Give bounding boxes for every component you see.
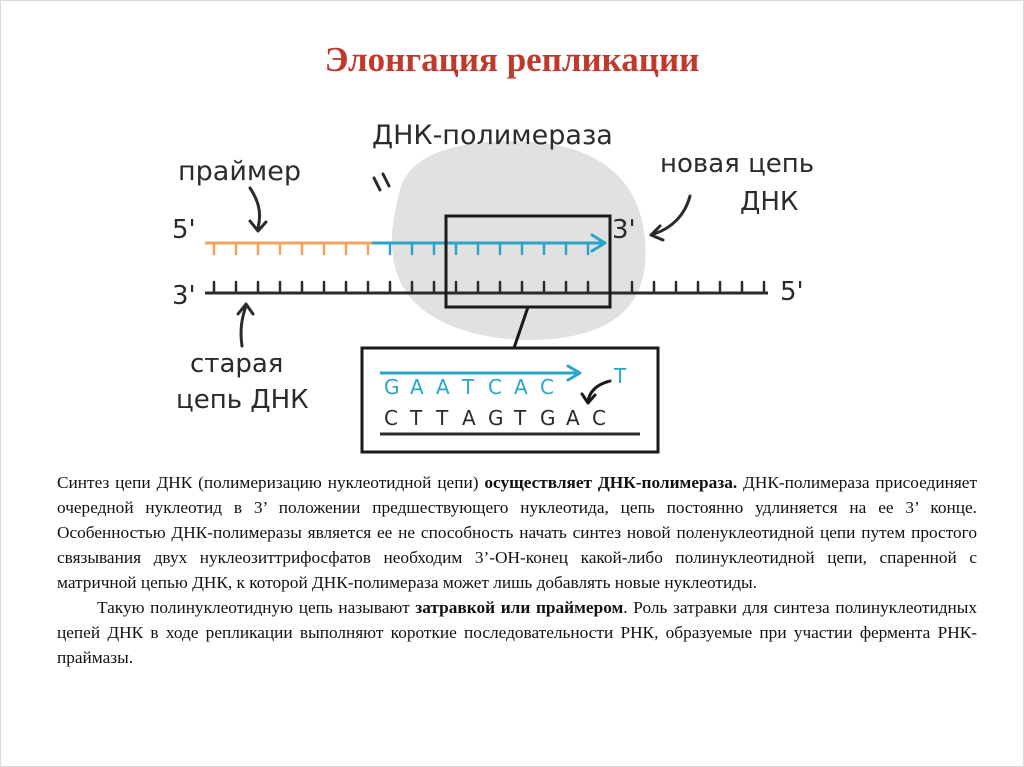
inset-top-nucleotide-6: A: [514, 375, 528, 399]
inset-bottom-nucleotide-7: G: [540, 406, 556, 430]
polymerase-tick-marks: [374, 174, 389, 190]
p2-text-start: Такую полинуклеотидную цепь называют: [97, 598, 416, 617]
top-left-end-label: 5': [172, 215, 196, 245]
inset-top-nucleotide-2: A: [410, 375, 424, 399]
p1-text-start: Синтез цепи ДНК (полимеризацию нуклеотидной цепи): [57, 473, 485, 492]
paragraph-2: [57, 595, 977, 670]
p2-bold: затравкой или праймером: [415, 598, 624, 617]
old-strand-label-line1: старая: [190, 349, 284, 379]
inset-bottom-nucleotide-5: G: [488, 406, 504, 430]
inset-bottom-nucleotide-1: C: [384, 406, 398, 430]
new-strand-label-line1: новая цепь: [660, 149, 815, 179]
bottom-right-end-label: 5': [780, 277, 804, 307]
inset-top-nucleotide-3: A: [436, 375, 450, 399]
new-strand-label-line2: ДНК: [740, 187, 799, 217]
inset-bottom-nucleotide-9: C: [592, 406, 606, 430]
inset-top-nucleotide-4: T: [462, 375, 475, 399]
inset-top-nucleotide-1: G: [384, 375, 400, 399]
primer-ticks: [214, 243, 368, 254]
inset-bottom-nucleotide-3: T: [436, 406, 449, 430]
inset-top-nucleotide-7: C: [540, 375, 554, 399]
inset-bottom-nucleotide-2: T: [410, 406, 423, 430]
old-strand-pointer-arrow: [241, 306, 246, 346]
inset-incoming-nucleotide: T: [614, 364, 627, 388]
p1-text-end: ДНК-полимераза присоединяет очередной нуклеотид в 3’ положении предшествующего нуклеотида, цепь постоянно удлиняется на ее 3’ конце. Особенностью ДНК-полимеразы является ее не способность начать синтез новой поленуклеотидной цепи путем простого связывания двух нуклеозиттрифосфатов необходим 3’-ОН-конец какой-либо полинуклеотидной цепи, спаренной с матричной цепью ДНК, к которой ДНК-полимераза может лишь добавлять новые нуклеотиды.: [57, 473, 977, 592]
bottom-left-end-label: 3': [172, 281, 196, 311]
body-text: [57, 470, 977, 670]
dna-polymerase-label: ДНК-полимераза: [372, 120, 613, 151]
inset-bottom-nucleotide-8: A: [566, 406, 580, 430]
paragraph-1: [57, 470, 977, 595]
old-strand-label-line2: цепь ДНК: [176, 385, 309, 415]
dna-polymerase-blob: [392, 141, 646, 340]
inset-bottom-nucleotide-6: T: [514, 406, 527, 430]
p2-text-end: . Роль затравки для синтеза полинуклеотидных цепей ДНК в ходе репликации выполняют короткие последовательности РНК, образуемые при участии фермента РНК-праймазы.: [57, 598, 977, 667]
inset-bottom-nucleotide-4: A: [462, 406, 476, 430]
inset-top-nucleotide-5: C: [488, 375, 502, 399]
p1-bold: осуществляет ДНК-полимераза.: [484, 473, 738, 492]
slide-title: Элонгация репликации: [324, 40, 700, 79]
primer-label: праймер: [178, 156, 302, 187]
inset-bottom-sequence: [384, 406, 606, 430]
top-right-end-label: 3': [612, 215, 636, 245]
